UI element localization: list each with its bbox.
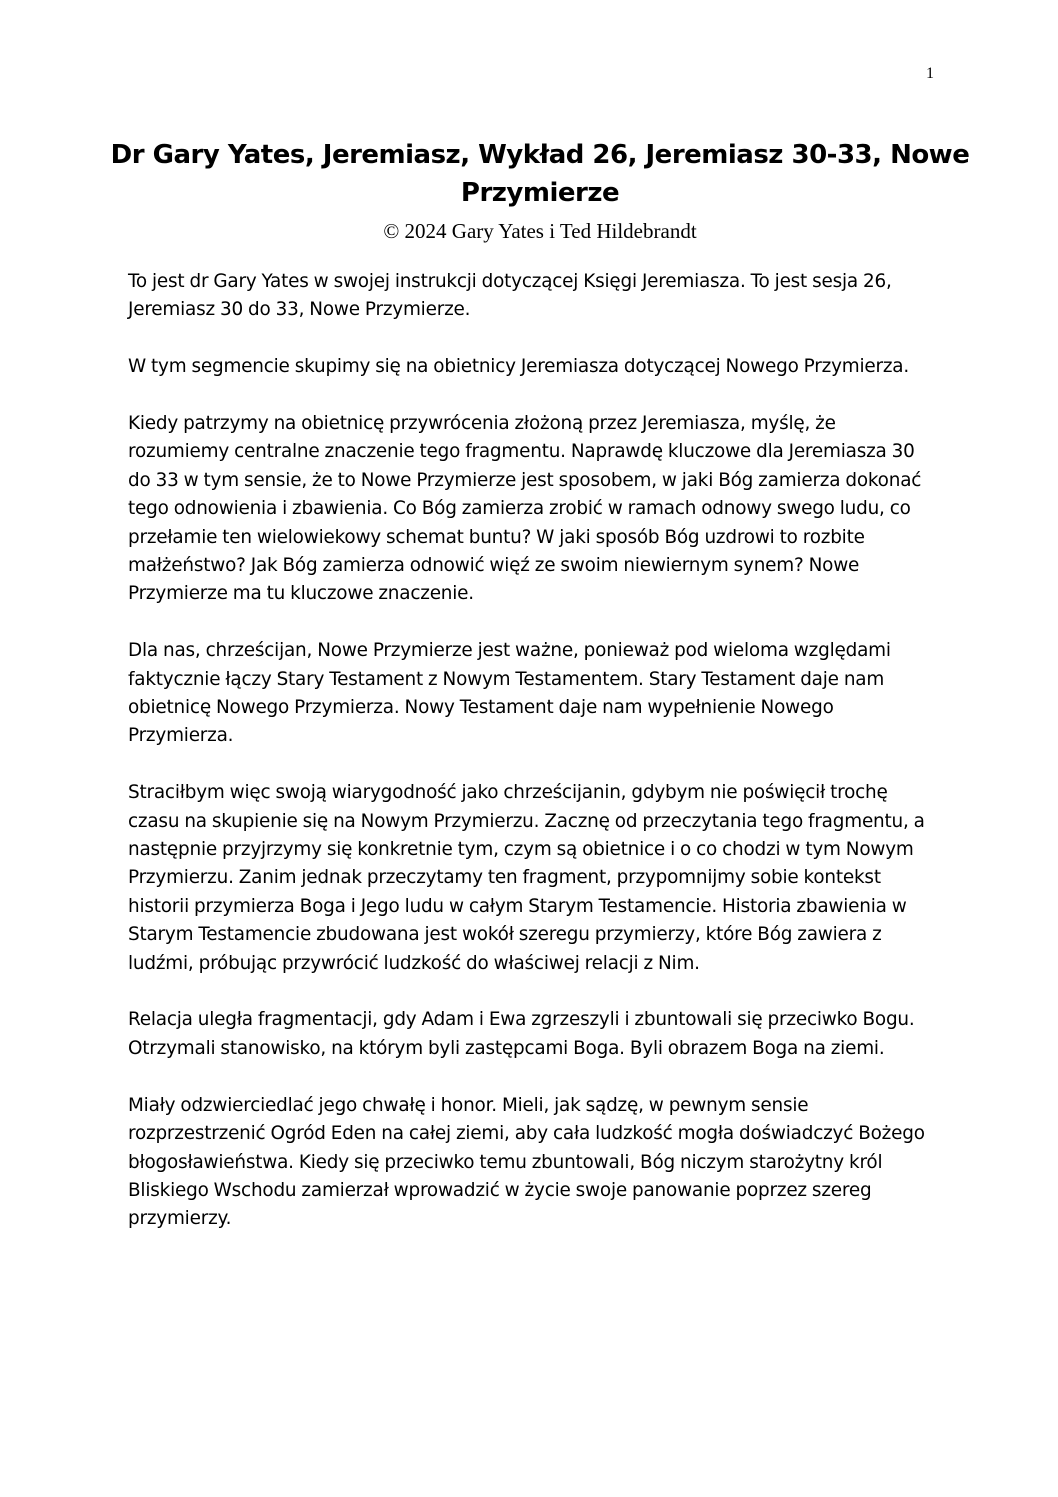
page-number: 1 <box>926 65 934 82</box>
paragraph: W tym segmencie skupimy się na obietnicy Jeremiasza dotyczącej Nowego Przymierza. <box>128 356 910 378</box>
paragraph: Kiedy patrzymy na obietnicę przywrócenia złożoną przez Jeremiasza, myślę, że rozumiemy centralne znaczenie tego fragmentu. Naprawdę kluczowe dla Jeremiasza 30 do 33 w tym sensie, że to Nowe Przymierze jest sposobem, w jaki Bóg zamierza dokonać tego odnowienia i zbawienia. Co Bóg zamierza zrobić w ramach odnowy swego ludu, co przełamie ten wielowiekowy schemat buntu? W jaki sposób Bóg uzdrowi to rozbite małżeństwo? Jak Bóg zamierza odnowić więź ze swoim niewiernym synem? Nowe Przymierze ma tu kluczowe znaczenie. <box>128 413 922 605</box>
document-title: Dr Gary Yates, Jeremiasz, Wykład 26, Jeremiasz 30-33, Nowe Przymierze <box>110 140 970 208</box>
document-body <box>128 268 928 1262</box>
paragraph: Miały odzwierciedlać jego chwałę i honor. Mieli, jak sądzę, w pewnym sensie rozprzestrzenić Ogród Eden na całej ziemi, aby cała ludzkość mogła doświadczyć Bożego błogosławieństwa. Kiedy się przeciwko temu zbuntowali, Bóg niczym starożytny król Bliskiego Wschodu zamierzał wprowadzić w życie swoje panowanie poprzez szereg przymierzy. <box>128 1094 925 1230</box>
paragraph: Dla nas, chrześcijan, Nowe Przymierze jest ważne, ponieważ pod wieloma względami faktycznie łączy Stary Testament z Nowym Testamentem. Stary Testament daje nam obietnicę Nowego Przymierza. Nowy Testament daje nam wypełnienie Nowego Przymierza. <box>128 640 891 747</box>
paragraph: Straciłbym więc swoją wiarygodność jako chrześcijanin, gdybym nie poświęcił trochę czasu na skupienie się na Nowym Przymierzu. Zacznę od przeczytania tego fragmentu, a następnie przyjrzymy się konkretnie tym, czym są obietnice i o co chodzi w tym Nowym Przymierzu. Zanim jednak przeczytamy ten fragment, przypomnijmy sobie kontekst historii przymierza Boga i Jego ludu w całym Starym Testamencie. Historia zbawienia w Starym Testamencie zbudowana jest wokół szeregu przymierzy, które Bóg zawiera z ludźmi, próbując przywrócić ludzkość do właściwej relacji z Nim. <box>128 782 925 974</box>
paragraph: To jest dr Gary Yates w swojej instrukcji dotyczącej Księgi Jeremiasza. To jest sesja 26, Jeremiasz 30 do 33, Nowe Przymierze. <box>128 271 892 321</box>
copyright-line: © 2024 Gary Yates i Ted Hildebrandt <box>383 219 697 243</box>
paragraph: Relacja uległa fragmentacji, gdy Adam i Ewa zgrzeszyli i zbuntowali się przeciwko Bogu. Otrzymali stanowisko, na którym byli zastępcami Boga. Byli obrazem Boga na ziemi. <box>128 1009 915 1059</box>
